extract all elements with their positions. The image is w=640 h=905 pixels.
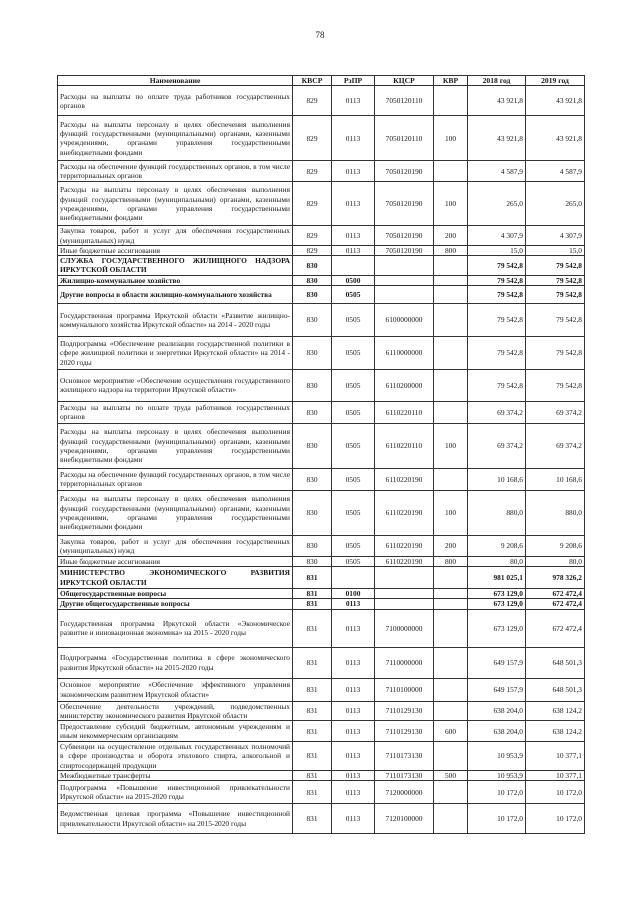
cell-2019: 672 472,4 <box>526 589 585 599</box>
cell-2018: 981 025,1 <box>468 567 526 589</box>
cell-kcsr: 6110220190 <box>375 490 434 535</box>
cell-name: СЛУЖБА ГОСУДАРСТВЕННОГО ЖИЛИЩНОГО НАДЗОРА ИРКУТСКОЙ ОБЛАСТИ <box>58 256 293 276</box>
cell-name: Другие общегосударственные вопросы <box>58 599 293 609</box>
cell-kvsr: 831 <box>293 721 332 742</box>
cell-2019: 10 168,6 <box>526 468 585 490</box>
cell-kvsr: 831 <box>293 781 332 804</box>
header-rzpr: РзПР <box>332 76 375 86</box>
cell-rzpr <box>332 567 375 589</box>
cell-2018: 4 307,9 <box>468 226 526 246</box>
cell-2019: 79 542,8 <box>526 336 585 369</box>
cell-rzpr: 0500 <box>332 275 375 285</box>
table-row <box>58 589 585 599</box>
cell-2019: 15,0 <box>526 245 585 255</box>
cell-kvsr: 831 <box>293 701 332 721</box>
cell-2019: 79 542,8 <box>526 275 585 285</box>
cell-kcsr: 7110129130 <box>375 721 434 742</box>
cell-2018: 649 157,9 <box>468 647 526 678</box>
cell-2018: 80,0 <box>468 556 526 566</box>
cell-name: Иные бюджетные ассигнования <box>58 556 293 566</box>
cell-kvsr: 829 <box>293 226 332 246</box>
header-name: Наименование <box>58 76 293 86</box>
cell-kvr <box>434 781 468 804</box>
cell-name: Подпрограмма «Повышение инвестиционной привлекательности Иркутской области» на 2015-2020 годы <box>58 781 293 804</box>
cell-kvr <box>434 369 468 401</box>
cell-2019: 648 501,3 <box>526 678 585 701</box>
header-kvsr: КВСР <box>293 76 332 86</box>
cell-kvsr: 830 <box>293 275 332 285</box>
cell-kcsr: 6110220110 <box>375 401 434 423</box>
table-row <box>58 678 585 701</box>
cell-name: Расходы на выплаты персоналу в целях обеспечения выполнения функций государственными (муниципальными) органами, казенными учреждениями, органами управления государственными внебюджетными фондами <box>58 490 293 535</box>
cell-kcsr: 7100000000 <box>375 609 434 647</box>
cell-rzpr: 0505 <box>332 535 375 556</box>
cell-kvr: 800 <box>434 556 468 566</box>
cell-2019: 648 501,3 <box>526 647 585 678</box>
cell-kvsr: 831 <box>293 599 332 609</box>
cell-name: Предоставление субсидий бюджетным, автономным учреждениям и иным некоммерческим организациям <box>58 721 293 742</box>
cell-2018: 79 542,8 <box>468 336 526 369</box>
cell-kcsr: 7050120190 <box>375 245 434 255</box>
cell-kcsr: 7110100000 <box>375 678 434 701</box>
cell-2018: 673 129,0 <box>468 599 526 609</box>
cell-2019: 43 921,8 <box>526 86 585 116</box>
cell-2018: 9 208,6 <box>468 535 526 556</box>
cell-kcsr: 7050120190 <box>375 161 434 182</box>
cell-kcsr: 6110000000 <box>375 336 434 369</box>
cell-kvr <box>434 678 468 701</box>
table-row <box>58 770 585 780</box>
cell-2018: 69 374,2 <box>468 401 526 423</box>
table-header-row <box>58 76 585 86</box>
cell-kvr: 200 <box>434 535 468 556</box>
cell-rzpr: 0113 <box>332 781 375 804</box>
cell-2018: 10 168,6 <box>468 468 526 490</box>
cell-2018: 638 204,0 <box>468 721 526 742</box>
cell-rzpr: 0113 <box>332 701 375 721</box>
cell-kcsr: 6110200000 <box>375 369 434 401</box>
table-row <box>58 161 585 182</box>
table-row <box>58 490 585 535</box>
cell-2018: 673 129,0 <box>468 589 526 599</box>
cell-kvr <box>434 285 468 303</box>
cell-2018: 265,0 <box>468 182 526 226</box>
cell-2019: 4 587,9 <box>526 161 585 182</box>
table-row <box>58 285 585 303</box>
cell-name: Расходы на выплаты персоналу в целях обеспечения выполнения функций государственными (муниципальными) органами, казенными учреждениями, органами управления государственными внебюджетными фондами <box>58 423 293 468</box>
cell-name: Закупка товаров, работ и услуг для обеспечения государственных (муниципальных) нужд <box>58 535 293 556</box>
header-2019: 2019 год <box>526 76 585 86</box>
cell-kvsr: 830 <box>293 490 332 535</box>
table-body <box>58 86 585 834</box>
cell-2018: 43 921,8 <box>468 116 526 161</box>
cell-kvr: 800 <box>434 245 468 255</box>
table-row <box>58 721 585 742</box>
cell-2019: 69 374,2 <box>526 401 585 423</box>
cell-kvr <box>434 256 468 276</box>
cell-kcsr: 6110220190 <box>375 468 434 490</box>
cell-2019: 79 542,8 <box>526 303 585 336</box>
cell-rzpr: 0505 <box>332 556 375 566</box>
table-row <box>58 701 585 721</box>
cell-2018: 79 542,8 <box>468 303 526 336</box>
cell-2018: 15,0 <box>468 245 526 255</box>
cell-kvr <box>434 647 468 678</box>
cell-rzpr: 0113 <box>332 86 375 116</box>
cell-rzpr: 0113 <box>332 116 375 161</box>
cell-2019: 69 374,2 <box>526 423 585 468</box>
cell-rzpr: 0505 <box>332 336 375 369</box>
cell-name: Жилищно-коммунальное хозяйство <box>58 275 293 285</box>
cell-kvsr: 831 <box>293 678 332 701</box>
cell-kcsr: 7110000000 <box>375 647 434 678</box>
cell-kcsr: 7050120110 <box>375 116 434 161</box>
cell-2018: 79 542,8 <box>468 285 526 303</box>
cell-kcsr: 7120000000 <box>375 781 434 804</box>
cell-2018: 638 204,0 <box>468 701 526 721</box>
cell-rzpr: 0113 <box>332 182 375 226</box>
table-row <box>58 567 585 589</box>
cell-2019: 672 472,4 <box>526 599 585 609</box>
cell-name: Расходы на выплаты персоналу в целях обеспечения выполнения функций государственными (муниципальными) органами, казенными учреждениями, органами управления государственными внебюджетными фондами <box>58 182 293 226</box>
cell-2019: 672 472,4 <box>526 609 585 647</box>
cell-kcsr <box>375 275 434 285</box>
cell-kvsr: 831 <box>293 742 332 771</box>
cell-rzpr: 0505 <box>332 303 375 336</box>
cell-name: Подпрограмма «Государственная политика в сфере экономического развития Иркутской области» на 2015-2020 годы <box>58 647 293 678</box>
cell-rzpr: 0505 <box>332 369 375 401</box>
cell-2019: 10 377,1 <box>526 742 585 771</box>
cell-kvsr: 830 <box>293 369 332 401</box>
cell-kvsr: 831 <box>293 647 332 678</box>
cell-name: Государственная программа Иркутской области «Развитие жилищно-коммунального хозяйства Иркутской области» на 2014 - 2020 годы <box>58 303 293 336</box>
cell-2018: 79 542,8 <box>468 256 526 276</box>
cell-kvsr: 830 <box>293 256 332 276</box>
cell-kvr <box>434 804 468 834</box>
cell-name: Расходы на выплаты персоналу в целях обеспечения выполнения функций государственными (муниципальными) органами, казенными учреждениями, органами управления государственными внебюджетными фондами <box>58 116 293 161</box>
cell-2019: 638 124,2 <box>526 721 585 742</box>
cell-rzpr: 0113 <box>332 721 375 742</box>
cell-kcsr <box>375 599 434 609</box>
cell-2019: 10 172,0 <box>526 781 585 804</box>
table-row <box>58 86 585 116</box>
cell-rzpr: 0100 <box>332 589 375 599</box>
cell-kvsr: 831 <box>293 609 332 647</box>
cell-name: Другие вопросы в области жилищно-коммунального хозяйства <box>58 285 293 303</box>
cell-kvsr: 829 <box>293 86 332 116</box>
cell-name: Расходы на выплаты по оплате труда работников государственных органов <box>58 401 293 423</box>
cell-kvsr: 830 <box>293 285 332 303</box>
cell-name: Расходы на выплаты по оплате труда работников государственных органов <box>58 86 293 116</box>
cell-2019: 638 124,2 <box>526 701 585 721</box>
cell-kvsr: 829 <box>293 116 332 161</box>
cell-kvr <box>434 742 468 771</box>
cell-kcsr <box>375 285 434 303</box>
table-row <box>58 647 585 678</box>
cell-2018: 43 921,8 <box>468 86 526 116</box>
cell-kvr: 100 <box>434 116 468 161</box>
cell-rzpr: 0113 <box>332 678 375 701</box>
table-row <box>58 742 585 771</box>
cell-kcsr: 7050120190 <box>375 182 434 226</box>
budget-table <box>57 75 585 834</box>
cell-2019: 79 542,8 <box>526 369 585 401</box>
cell-kvsr: 830 <box>293 535 332 556</box>
cell-rzpr: 0505 <box>332 468 375 490</box>
cell-rzpr: 0113 <box>332 226 375 246</box>
cell-kvr <box>434 567 468 589</box>
page-number: 78 <box>315 30 325 40</box>
cell-kcsr: 7120100000 <box>375 804 434 834</box>
cell-kcsr: 7110173130 <box>375 742 434 771</box>
cell-name: Расходы на обеспечение функций государственных органов, в том числе территориальных органов <box>58 161 293 182</box>
table-row <box>58 336 585 369</box>
cell-2018: 10 953,9 <box>468 770 526 780</box>
table-row <box>58 369 585 401</box>
cell-2019: 880,0 <box>526 490 585 535</box>
table-row <box>58 599 585 609</box>
cell-kcsr: 6110220110 <box>375 423 434 468</box>
table-row <box>58 468 585 490</box>
cell-name: Субвенции на осуществление отдельных государственных полномочий в сфере производства и оборота этилового спирта, алкогольной и спиртосодержащей продукции <box>58 742 293 771</box>
cell-kvsr: 831 <box>293 804 332 834</box>
cell-kcsr <box>375 567 434 589</box>
cell-2018: 69 374,2 <box>468 423 526 468</box>
table-row <box>58 182 585 226</box>
header-kcsr: КЦСР <box>375 76 434 86</box>
cell-2019: 978 326,2 <box>526 567 585 589</box>
cell-kcsr: 7050120110 <box>375 86 434 116</box>
cell-kvr <box>434 468 468 490</box>
cell-kcsr: 7050120190 <box>375 226 434 246</box>
cell-kvsr: 830 <box>293 468 332 490</box>
cell-2019: 10 377,1 <box>526 770 585 780</box>
cell-kvr: 200 <box>434 226 468 246</box>
cell-2019: 9 208,6 <box>526 535 585 556</box>
cell-2018: 79 542,8 <box>468 369 526 401</box>
cell-kcsr: 6100000000 <box>375 303 434 336</box>
cell-name: Межбюджетные трансферты <box>58 770 293 780</box>
cell-2019: 80,0 <box>526 556 585 566</box>
header-2018: 2018 год <box>468 76 526 86</box>
table-row <box>58 401 585 423</box>
cell-kvsr: 830 <box>293 303 332 336</box>
table-row <box>58 256 585 276</box>
cell-rzpr: 0113 <box>332 647 375 678</box>
cell-kvr <box>434 599 468 609</box>
cell-rzpr: 0505 <box>332 490 375 535</box>
table-row <box>58 423 585 468</box>
cell-rzpr: 0113 <box>332 770 375 780</box>
cell-2018: 880,0 <box>468 490 526 535</box>
cell-kcsr: 7110173130 <box>375 770 434 780</box>
table-row <box>58 245 585 255</box>
cell-kvr: 100 <box>434 490 468 535</box>
table-row <box>58 535 585 556</box>
cell-kvr <box>434 609 468 647</box>
cell-rzpr: 0113 <box>332 742 375 771</box>
table-row <box>58 781 585 804</box>
cell-kvsr: 831 <box>293 567 332 589</box>
cell-rzpr: 0505 <box>332 401 375 423</box>
cell-kvr <box>434 275 468 285</box>
cell-kvr: 500 <box>434 770 468 780</box>
cell-kvr: 100 <box>434 182 468 226</box>
cell-2019: 10 172,0 <box>526 804 585 834</box>
cell-kvsr: 830 <box>293 401 332 423</box>
cell-kvsr: 830 <box>293 423 332 468</box>
cell-kcsr <box>375 256 434 276</box>
cell-rzpr: 0113 <box>332 609 375 647</box>
table-row <box>58 275 585 285</box>
cell-name: МИНИСТЕРСТВО ЭКОНОМИЧЕСКОГО РАЗВИТИЯ ИРКУТСКОЙ ОБЛАСТИ <box>58 567 293 589</box>
cell-rzpr: 0113 <box>332 245 375 255</box>
cell-kvsr: 831 <box>293 770 332 780</box>
cell-name: Основное мероприятие «Обеспечение эффективного управления экономическим развитием Иркутской области» <box>58 678 293 701</box>
cell-rzpr: 0113 <box>332 599 375 609</box>
cell-name: Иные бюджетные ассигнования <box>58 245 293 255</box>
cell-name: Расходы на обеспечение функций государственных органов, в том числе территориальных органов <box>58 468 293 490</box>
cell-rzpr <box>332 256 375 276</box>
table-row <box>58 556 585 566</box>
cell-kvr <box>434 336 468 369</box>
table-row <box>58 303 585 336</box>
cell-2018: 649 157,9 <box>468 678 526 701</box>
cell-rzpr: 0113 <box>332 161 375 182</box>
cell-kvsr: 829 <box>293 245 332 255</box>
cell-kcsr: 6110220190 <box>375 535 434 556</box>
cell-kvr <box>434 701 468 721</box>
cell-2018: 673 129,0 <box>468 609 526 647</box>
cell-kvr <box>434 589 468 599</box>
table-row <box>58 226 585 246</box>
cell-kvsr: 830 <box>293 556 332 566</box>
cell-name: Основное мероприятие «Обеспечение осуществления государственного жилищного надзора на территории Иркутской области» <box>58 369 293 401</box>
cell-kcsr: 7110129130 <box>375 701 434 721</box>
table-row <box>58 116 585 161</box>
cell-kvr: 600 <box>434 721 468 742</box>
cell-2019: 79 542,8 <box>526 285 585 303</box>
cell-name: Общегосударственные вопросы <box>58 589 293 599</box>
cell-kvr <box>434 86 468 116</box>
header-kvr: КВР <box>434 76 468 86</box>
cell-kvsr: 831 <box>293 589 332 599</box>
cell-kvr <box>434 303 468 336</box>
cell-name: Ведомственная целевая программа «Повышение инвестиционной привлекательности Иркутской области» на 2015-2020 годы <box>58 804 293 834</box>
cell-2018: 4 587,9 <box>468 161 526 182</box>
cell-rzpr: 0113 <box>332 804 375 834</box>
cell-name: Закупка товаров, работ и услуг для обеспечения государственных (муниципальных) нужд <box>58 226 293 246</box>
cell-kvsr: 829 <box>293 161 332 182</box>
cell-2018: 10 172,0 <box>468 804 526 834</box>
cell-kvr <box>434 161 468 182</box>
cell-kcsr: 6110220190 <box>375 556 434 566</box>
cell-rzpr: 0505 <box>332 423 375 468</box>
cell-rzpr: 0505 <box>332 285 375 303</box>
cell-2018: 10 172,0 <box>468 781 526 804</box>
table-row <box>58 609 585 647</box>
cell-name: Обеспечение деятельности учреждений, подведомственных министерству экономического развития Иркутской области <box>58 701 293 721</box>
cell-2019: 79 542,8 <box>526 256 585 276</box>
cell-2019: 43 921,8 <box>526 116 585 161</box>
cell-name: Государственная программа Иркутской области «Экономическое развитие и инновационная экономика» на 2015 - 2020 годы <box>58 609 293 647</box>
cell-kvsr: 830 <box>293 336 332 369</box>
cell-kcsr <box>375 589 434 599</box>
cell-2019: 4 307,9 <box>526 226 585 246</box>
table-row <box>58 804 585 834</box>
cell-name: Подпрограмма «Обеспечение реализации государственной политики в сфере жилищной политики и энергетики Иркутской области» на 2014 - 2020 годы <box>58 336 293 369</box>
cell-kvsr: 829 <box>293 182 332 226</box>
cell-2018: 79 542,8 <box>468 275 526 285</box>
cell-2018: 10 953,9 <box>468 742 526 771</box>
cell-kvr <box>434 401 468 423</box>
cell-2019: 265,0 <box>526 182 585 226</box>
cell-kvr: 100 <box>434 423 468 468</box>
